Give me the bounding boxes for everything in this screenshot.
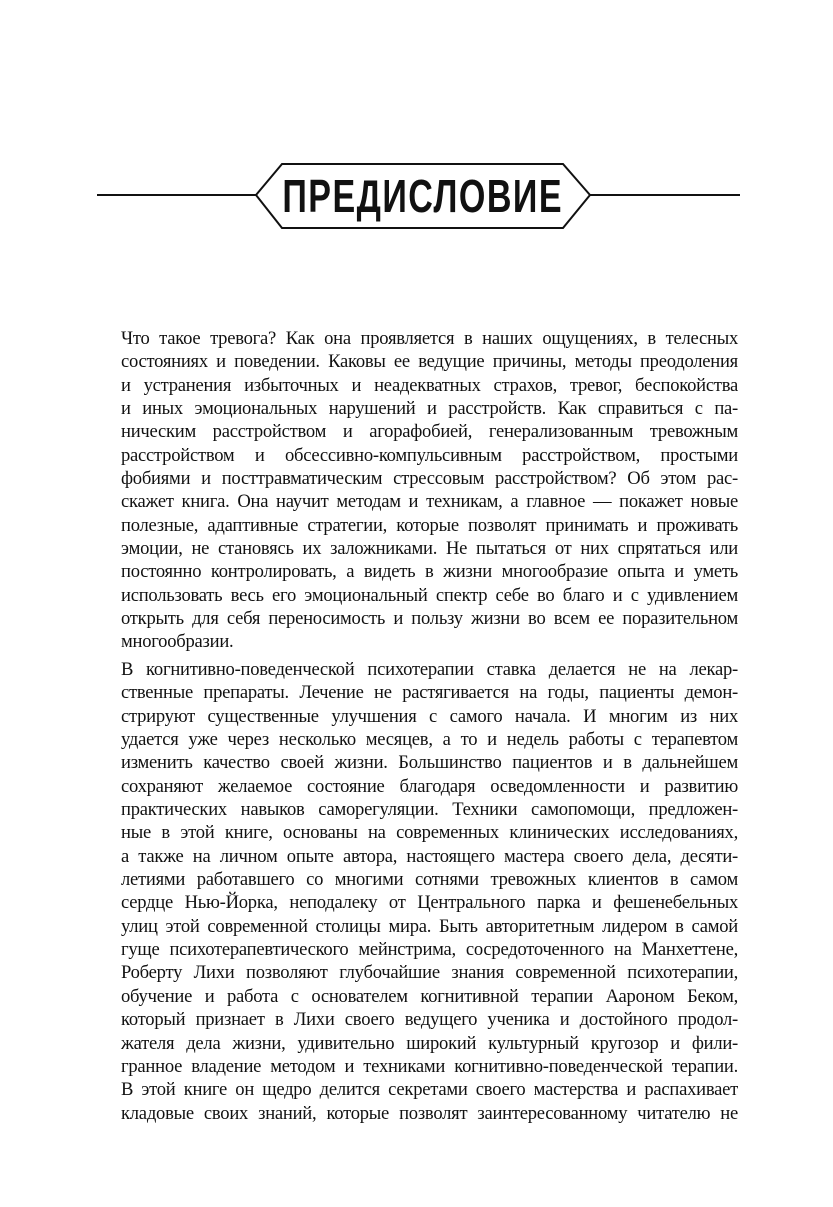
text-line: ническим расстройством и агорафобией, генерализованным тревожным: [121, 421, 738, 443]
paragraph-1: [121, 327, 738, 654]
text-line: расстройством и обсессивно-компульсивным расстройством, простыми: [121, 444, 738, 466]
paragraph-2: [121, 658, 738, 1125]
text-line: Что такое тревога? Как она проявляется в наших ощущениях, в телесных: [121, 328, 738, 349]
text-line: В этой книге он щедро делится секретами своего мастерства и распахивает: [121, 1079, 738, 1101]
text-line: открыть для себя переносимость и пользу жизни во всем ее поразительном: [121, 608, 738, 630]
text-line: гранное владение методом и техниками когнитивно-поведенческой терапии.: [121, 1055, 738, 1077]
text-line: который признает в Лихи своего ведущего ученика и достойного продол-: [121, 1009, 738, 1031]
text-line: и устранения избыточных и неадекватных страхов, тревог, беспокойства: [121, 374, 738, 396]
text-line: и иных эмоциональных нарушений и расстройств. Как справиться с па-: [121, 398, 738, 420]
text-line: удается уже через несколько месяцев, а то и недель работы с терапевтом: [121, 729, 738, 751]
text-line: сердце Нью-Йорка, неподалеку от Центрального парка и фешенебельных: [121, 892, 738, 914]
text-line: ные в этой книге, основаны на современных клинических исследованиях,: [121, 822, 738, 844]
text-line: стрируют существенные улучшения с самого начала. И многим из них: [121, 705, 738, 727]
page-title: ПРЕДИСЛОВИЕ: [282, 170, 563, 222]
text-line: кладовые своих знаний, которые позволят заинтересованному читателю не: [121, 1102, 738, 1124]
text-line: а также на личном опыте автора, настоящего мастера своего дела, десяти-: [121, 845, 738, 867]
text-line: эмоции, не становясь их заложниками. Не пытаться от них спрятаться или: [121, 538, 738, 560]
text-line: изменить качество своей жизни. Большинство пациентов и в дальнейшем: [121, 752, 738, 774]
text-line: гуще психотерапевтического мейнстрима, сосредоточенного на Манхеттене,: [121, 939, 738, 961]
text-line: обучение и работа с основателем когнитивной терапии Аароном Беком,: [121, 985, 738, 1007]
text-line: сохраняют желаемое состояние благодаря осведомленности и развитию: [121, 775, 738, 797]
text-line: использовать весь его эмоциональный спектр себе во благо и с удивлением: [121, 584, 738, 606]
text-line: состояниях и поведении. Каковы ее ведущие причины, методы преодоления: [121, 351, 738, 373]
text-line: В когнитивно-поведенческой психотерапии ставка делается не на лекар-: [121, 659, 738, 680]
text-line: практических навыков саморегуляции. Техники самопомощи, предложен-: [121, 799, 738, 821]
text-line: жателя дела жизни, удивительно широкий культурный кругозор и фили-: [121, 1032, 738, 1054]
text-line: улиц этой современной столицы мира. Быть авторитетным лидером в самой: [121, 915, 738, 937]
text-line: Роберту Лихи позволяют глубочайшие знания современной психотерапии,: [121, 962, 738, 984]
text-line: фобиями и посттравматическим стрессовым расстройством? Об этом рас-: [121, 468, 738, 490]
text-line: летиями работавшего со многими сотнями тревожных клиентов в самом: [121, 869, 738, 891]
text-line: полезные, адаптивные стратегии, которые позволят принимать и проживать: [121, 514, 738, 536]
text-line: ственные препараты. Лечение не растягивается на годы, пациенты демон-: [121, 682, 738, 704]
text-line: многообразии.: [121, 631, 234, 653]
text-line: постоянно контролировать, а видеть в жизни многообразие опыта и уметь: [121, 561, 738, 583]
text-line: скажет книга. Она научит методам и техникам, а главное — покажет новые: [121, 491, 738, 513]
